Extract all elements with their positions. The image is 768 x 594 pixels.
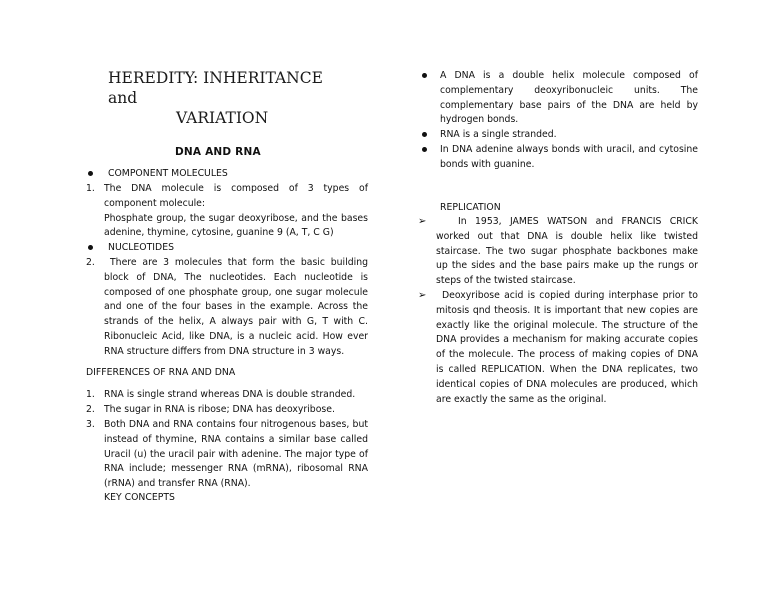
bullet-icon	[422, 128, 427, 143]
title-line-1: HEREDITY: INHERITANCE and	[108, 69, 323, 107]
replication-heading: REPLICATION	[440, 202, 501, 213]
arrow-text: Deoxyribose acid is copied during interphase prior to mitosis qnd theosis. It is important that new copies are exactly like the original molecule. The structure of the DNA provides a mechanism for making accurate copies of the molecule. The process of making copies of DNA is called REPLICATION. When the DNA replicates, two identical copies of DNA molecules are produced, which are exactly the same as the original.	[436, 290, 698, 405]
item-number: 3.	[86, 419, 95, 430]
section-heading: DNA AND RNA	[175, 146, 261, 158]
bullet-icon	[88, 241, 93, 256]
nucleotides-heading: NUCLEOTIDES	[108, 242, 174, 253]
diff-text: RNA is single strand whereas DNA is double stranded.	[104, 389, 356, 400]
key-concepts-heading: KEY CONCEPTS	[104, 492, 175, 503]
page-title	[108, 68, 348, 128]
diff-text: The sugar in RNA is ribose; DNA has deoxyribose.	[104, 404, 335, 415]
item-number: 1.	[86, 183, 95, 194]
item-number: 2.	[86, 257, 95, 268]
component-heading: COMPONENT MOLECULES	[108, 168, 228, 179]
diff-text: Both DNA and RNA contains four nitrogenous bases, but instead of thymine, RNA contains a similar base called Uracil (u) the uracil pair with adenine. The major type of RNA include; messenger RNA (mRNA), ribosomal RNA (rRNA) and transfer RNA (RNA).	[104, 419, 368, 490]
bullet-icon	[88, 167, 93, 182]
differences-heading: DIFFERENCES OF RNA AND DNA	[86, 367, 236, 378]
bullet-text: In DNA adenine always bonds with uracil, and cytosine bonds with guanine.	[440, 144, 698, 170]
bullet-text: A DNA is a double helix molecule composed of complementary deoxyribonucleic units. The complementary base pairs of the DNA are held by hydrogen bonds.	[440, 70, 698, 126]
item-number: 1.	[86, 389, 95, 400]
bullet-text: RNA is a single stranded.	[440, 129, 557, 140]
arrow-bullet-icon: ➢	[418, 290, 427, 301]
item2-text: There are 3 molecules that form the basic building block of DNA, The nucleotides. Each nucleotide is composed of one phosphate group, one sugar molecule and one of the four bases in the example. Across the strands of the helix, A always pair with G, T with C. Ribonucleic Acid, like DNA, is a nucleic acid. How ever RNA structure differs from DNA structure in 3 ways.	[104, 257, 368, 357]
bullet-icon	[422, 69, 427, 84]
title-line-2: VARIATION	[176, 109, 269, 127]
item1-text2: Phosphate group, the sugar deoxyribose, and the bases adenine, thymine, cytosine, guanine 9 (A, T, C G)	[104, 212, 368, 239]
nucleotides-item	[86, 241, 368, 256]
bullet-icon	[422, 143, 427, 158]
arrow-text: In 1953, JAMES WATSON and FRANCIS CRICK worked out that DNA is double helix like twisted staircase. The two sugar phosphate backbones make up the sides and the base pairs make up the rungs or steps of the twisted staircase.	[436, 216, 698, 287]
arrow-bullet-icon: ➢	[418, 216, 427, 227]
component-molecules-item	[86, 167, 368, 182]
item-number: 2.	[86, 404, 95, 415]
item1-text: The DNA molecule is composed of 3 types of component molecule:	[104, 183, 368, 209]
